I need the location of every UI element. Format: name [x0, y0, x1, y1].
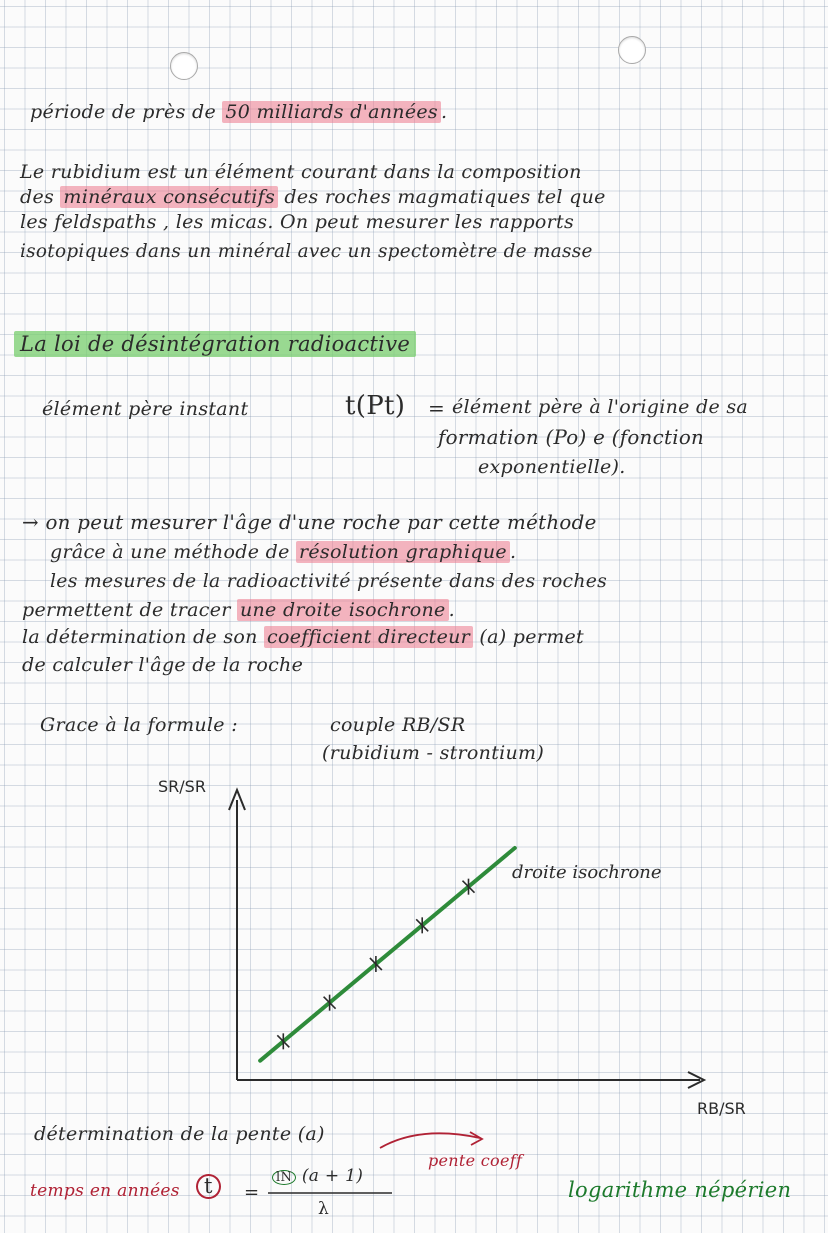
paragraph-line-3: les feldspaths , les micas. On peut mesurer les rapports	[20, 211, 575, 233]
paragraph-l2-prefix: des	[20, 186, 55, 208]
ln-circled: lN	[272, 1170, 296, 1185]
method-l2-prefix: grâce à une méthode de	[50, 541, 290, 563]
intro-highlight: 50 milliards d'années	[222, 101, 441, 123]
formula-denominator: λ	[318, 1199, 330, 1219]
law-right-1: élément père à l'origine de sa	[452, 396, 749, 418]
logarithm-label: logarithme népérien	[568, 1178, 792, 1202]
law-equals: =	[428, 396, 446, 420]
intro-end: .	[440, 101, 448, 123]
couple-label: couple RB/SR	[330, 714, 466, 736]
time-label: temps en années	[30, 1181, 180, 1201]
law-formula: t(Pt)	[345, 391, 406, 421]
law-right-3: exponentielle).	[478, 456, 626, 478]
law-left: élément père instant	[42, 398, 249, 420]
x-axis-label: RB/SR	[697, 1099, 746, 1118]
method-l5-prefix: la détermination de son	[22, 626, 258, 648]
time-symbol	[196, 1174, 221, 1199]
slope-text: détermination de la pente (a)	[34, 1123, 325, 1145]
method-l2-end: .	[509, 541, 517, 563]
paragraph-l2-suffix: des roches magmatiques tel que	[284, 186, 606, 208]
time-equals: =	[244, 1182, 260, 1203]
method-line-6: de calculer l'âge de la roche	[22, 654, 304, 676]
y-axis	[229, 790, 245, 1080]
slope-arrow-head	[470, 1132, 482, 1145]
isochrone-line	[260, 848, 515, 1061]
paragraph-line-1: Le rubidium est un élément courant dans la composition	[20, 161, 582, 183]
paragraph-line-4: isotopiques dans un minéral avec un spectomètre de masse	[20, 241, 593, 262]
formula-numerator	[272, 1168, 363, 1185]
slope-arrow	[380, 1133, 480, 1148]
law-right-2: formation (Po) e (fonction	[438, 426, 705, 449]
method-l5-highlight: coefficient directeur	[264, 626, 473, 648]
slope-arrow-label: pente coeff	[428, 1151, 523, 1170]
method-l4-prefix: permettent de tracer	[22, 599, 231, 621]
paragraph-l2-highlight: minéraux consécutifs	[60, 186, 278, 208]
section-title-text: La loi de désintégration radioactive	[14, 331, 416, 357]
method-l5-suffix: (a) permet	[479, 626, 584, 648]
method-l4-end: .	[448, 599, 455, 621]
method-line-3: les mesures de la radioactivité présente dans des roches	[50, 571, 608, 592]
couple-detail: (rubidium - strontium)	[322, 742, 545, 764]
y-axis-label: SR/SR	[158, 777, 206, 796]
isochrone-line-label: droite isochrone	[512, 862, 662, 883]
method-l4-highlight: une droite isochrone	[237, 599, 449, 621]
method-l2-highlight: résolution graphique	[296, 541, 510, 563]
time-symbol-circled: t	[196, 1174, 221, 1199]
method-line-1: → on peut mesurer l'âge d'une roche par cette méthode	[22, 511, 597, 534]
x-axis	[237, 1072, 704, 1088]
intro-prefix: période de près de	[30, 101, 216, 123]
formula-intro-label: Grace à la formule :	[40, 714, 238, 736]
formula-numerator-value: (a + 1)	[301, 1166, 364, 1186]
